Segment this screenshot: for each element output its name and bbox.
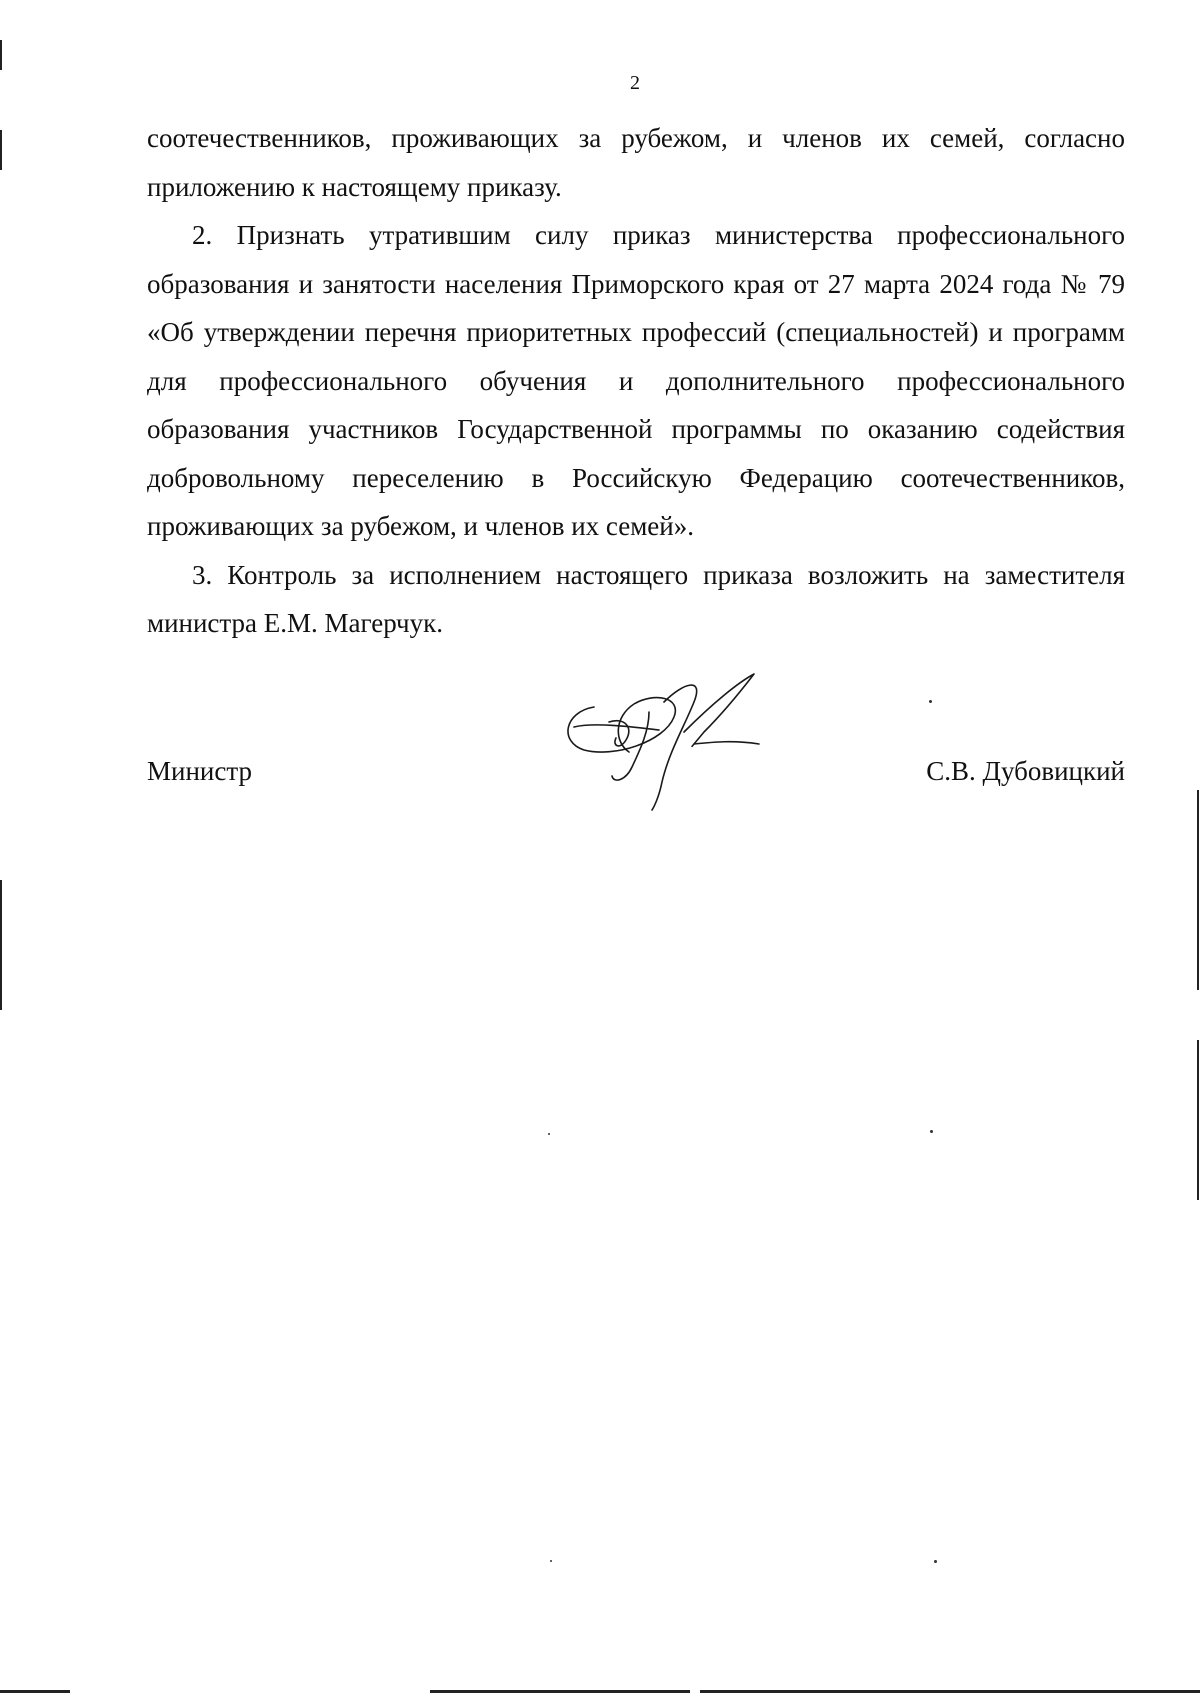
scan-edge-mark [1197, 790, 1199, 990]
paragraph-item-3: 3. Контроль за исполнением настоящего приказа возложить на заместителя министра Е.М. Магерчук. [147, 559, 1125, 638]
scan-edge-mark [1197, 1040, 1199, 1200]
scan-edge-mark [430, 1690, 690, 1693]
scan-edge-mark [0, 1690, 70, 1693]
signer-title: Министр [147, 756, 252, 786]
handwritten-signature [554, 672, 814, 812]
scan-speck [930, 1130, 933, 1133]
page-number: 2 [630, 72, 640, 94]
scan-speck [550, 1560, 552, 1562]
signer-name: С.В. Дубовицкий [926, 756, 1125, 786]
scan-edge-mark [0, 880, 2, 1010]
scan-speck [548, 1133, 550, 1135]
scan-edge-mark [700, 1690, 1200, 1693]
paragraph-continuation: соотечественников, проживающих за рубежом, и членов их семей, согласно приложению к настоящему приказу. [147, 123, 1125, 202]
scan-edge-mark [0, 130, 2, 170]
paragraph-item-2: 2. Признать утратившим силу приказ министерства профессионального образования и занятости населения Приморского края от 27 марта 2024 года № 79 «Об утверждении перечня приоритетных профессий (специальностей) и программ для профессионального обучения и дополнительного профессионального образования участников Государственной программы по оказанию содействия добровольному переселению в Российскую Федерацию соотечественников, проживающих за рубежом, и членов их семей». [147, 220, 1125, 541]
scan-edge-mark [0, 40, 2, 70]
scan-speck [934, 1560, 937, 1563]
scan-speck [929, 700, 932, 703]
document-body [147, 114, 1125, 648]
